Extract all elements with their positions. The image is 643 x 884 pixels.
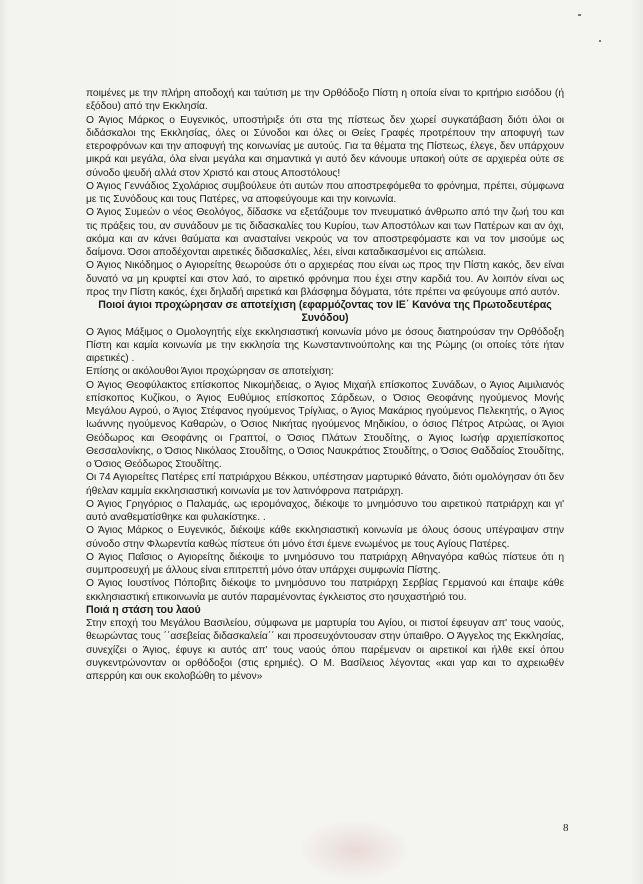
paragraph: ποιμένες με την πλήρη αποδοχή και ταύτιση με την Ορθόδοξο Πίστη η οποία είναι το κριτήριο εισόδου (ή εξόδου) από την Εκκλησία. bbox=[86, 88, 564, 113]
page-number: 8 bbox=[563, 822, 569, 834]
paragraph: Επίσης οι ακόλουθοι Άγιοι προχώρησαν σε αποτείχιση: bbox=[86, 366, 334, 378]
section-heading: Ποιοί άγιοι προχώρησαν σε αποτείχιση (εφαρμόζοντας τον ΙΕ΄ Κανόνα της Πρωτοδευτέρας Συνόδου) bbox=[98, 299, 552, 325]
paragraph: Ο Άγιος Μάρκος ο Ευγενικός, διέκοψε κάθε εκκλησιαστική κοινωνία με όλους όσους υπέγραψαν στην σύνοδο στην Φλωρεντία καθώς πίστευε ότι μόνο έτσι έμενε ενωμένος με τους Αγίους Πατέρες. bbox=[86, 525, 564, 550]
paragraph: Ο Άγιος Γρηγόριος ο Παλαμάς, ως ιερομόναχος, διέκοψε το μνημόσυνο του αιρετικού πατριάρχη και γι' αυτό αναθεματίσθηκε και φυλακίστηκε. . bbox=[86, 498, 564, 523]
paragraph: Ο Άγιος Μάξιμος ο Ομολογητής είχε εκκλησιαστική κοινωνία μόνο με όσους διατηρούσαν την Ορθόδοξη Πίστη και καμία κοινωνία με την εκκλησία της Κωνσταντινούπολης και της Ρώμης (οι οποίες τότε ήταν αιρετικές) . bbox=[86, 326, 564, 364]
paragraph: Ο Άγιος Θεοφύλακτος επίσκοπος Νικομήδειας, ο Άγιος Μιχαήλ επίσκοπος Συνάδων, ο Άγιος Αιμιλιανός επίσκοπος Κυζίκου, ο Άγιος Ευθύμιος επίσκοπος Σάρδεων, ο Όσιος Θεοφάνης ηγούμενος Μονής Μεγάλου Αγρού, ο Άγιος Στέφανος ηγούμενος Τρίγλιας, ο Άγιος Μακάριος ηγούμενος Πελεκητής, ο Άγιος Ιωάννης ηγούμενος Καθαρών, ο Όσιος Νικήτας ηγούμενος Μηδικίου, ο όσιος Πέτρος Ατρώας, οι Άγιοι Θεόδωρος και Θεοφάνης οι Γραπτοί, ο Όσιος Πλάτων Στουδίτης, ο Άγιος Ιωσήφ αρχιεπίσκοπος Θεσσαλονίκης, ο Όσιος Νικόλαος Στουδίτης, ο Όσιος Ναυκράτιος Στουδίτης, ο Όσιος Θαδδαίος Στουδίτης, ο Όσιος Θεόδωρος Στουδίτης. bbox=[86, 379, 564, 470]
paragraph: Ο Άγιος Γεννάδιος Σχολάριος συμβούλευε ότι αυτών που αποστρεφόμεθα το φρόνημα, πρέπει, σύμφωνα με τις Συνόδους και τους Πατέρες, να αποφεύγουμε και την κοινωνία. bbox=[86, 180, 564, 205]
paragraph: Ο Άγιος Παΐσιος ο Αγιορείτης διέκοψε το μνημόσυνο του πατριάρχη Αθηναγόρα καθώς πίστευε ότι η συμπροσευχή με άλλους είναι επιτρεπτή μόνο όταν υπάρχει συμφωνία Πίστης. bbox=[86, 551, 564, 576]
document-body bbox=[86, 87, 564, 683]
scan-speck bbox=[578, 14, 581, 16]
paragraph: Ο Άγιος Μάρκος ο Ευγενικός, υποστήριξε ότι στα της πίστεως δεν χωρεί συγκατάβαση διότι όλοι οι διδάσκαλοι της Εκκλησίας, όλες οι Σύνοδοι και όλες οι Θείες Γραφές προτρέπουν την αποφυγή των ετεροφρόνων και την αποφυγή της κοινωνίας με αυτούς. Για τα θέματα της Πίστεως, έλεγε, δεν υπάρχουν μικρά και μεγάλα, όλα είναι μεγάλα και σημαντικά γι αυτό δεν κάνουμε υπακοή ούτε σε αρχιερέα ούτε σε σύνοδο ψευδή αλλά στον Χριστό και στους Αποστόλους! bbox=[86, 114, 564, 179]
paragraph: Οι 74 Αγιορείτες Πατέρες επί πατριάρχου Βέκκου, υπέστησαν μαρτυρικό θάνατο, διότι ομολόγησαν ότι δεν ήθελαν καμμία εκκλησιαστική κοινωνία με τον λατινόφρονα πατριάρχη. bbox=[86, 472, 564, 497]
section-heading: Ποιά η στάση του λαού bbox=[86, 603, 201, 616]
paragraph: Ο Άγιος Συμεών ο νέος Θεολόγος, δίδασκε να εξετάζουμε τον πνευματικό άνθρωπο από την ζωή του και τις πράξεις του, αν συνάδουν με τις διδασκαλίες του Κυρίου, των Αποστόλων και των Πατέρων και αν όχι, ακόμα και αν κάνει θαύματα και ανασταίνει νεκρούς να τον αποστρεφόμαστε και να τον μισούμε ως δαίμονα. Όσοι αποδέχονται αιρετικές διδασκαλίες, λέει, είναι καταδικασμένοι εις απώλεια. bbox=[86, 207, 564, 258]
scan-speck bbox=[599, 40, 601, 42]
paragraph: Ο Άγιος Νικόδημος ο Αγιορείτης θεωρούσε ότι ο αρχιερέας που είναι ως προς την Πίστη κακός, δεν είναι δυνατό να μη κρυφτεί και στον λαό, το αιρετικό φρόνημα που έχει στην καρδιά του. Αν λοιπόν είναι ως προς την Πίστη κακός, έχει δηλαδή αιρετικά και βλάσφημα δόγματα, τότε πρέπει να φεύγουμε από αυτόν. bbox=[86, 260, 564, 298]
paragraph: Ο Άγιος Ιουστίνος Πόποβιτς διέκοψε το μνημόσυνο του πατριάρχη Σερβίας Γερμανού και έπαψε κάθε εκκλησιαστική επικοινωνία με αυτόν παραμένοντας έγκλειστος στο ησυχαστήριό του. bbox=[86, 578, 564, 603]
paragraph: Στην εποχή του Μεγάλου Βασιλείου, σύμφωνα με μαρτυρία του Αγίου, οι πιστοί έφευγαν απ' τους ναούς, θεωρώντας τους ΄΄ασεβείας διδασκαλεία΄΄ και προσευχόντουσαν στην ύπαιθρο. Ο Άγγελος της Εκκλησίας, συνεχίζει ο Άγιος, έφυγε κι αυτός απ' τους ναούς όπου παρέμεναν οι αιρετικοί και ήλθε εκεί όπου συγκεντρώνονταν οι ορθόδοξοι (στις ερημιές). Ο Μ. Βασίλειος λέγοντας «και γαρ και το αχρειωθέν απερρύη και ουκ εκολοβώθη το μένον» bbox=[86, 618, 564, 682]
stain-mark bbox=[300, 820, 410, 880]
